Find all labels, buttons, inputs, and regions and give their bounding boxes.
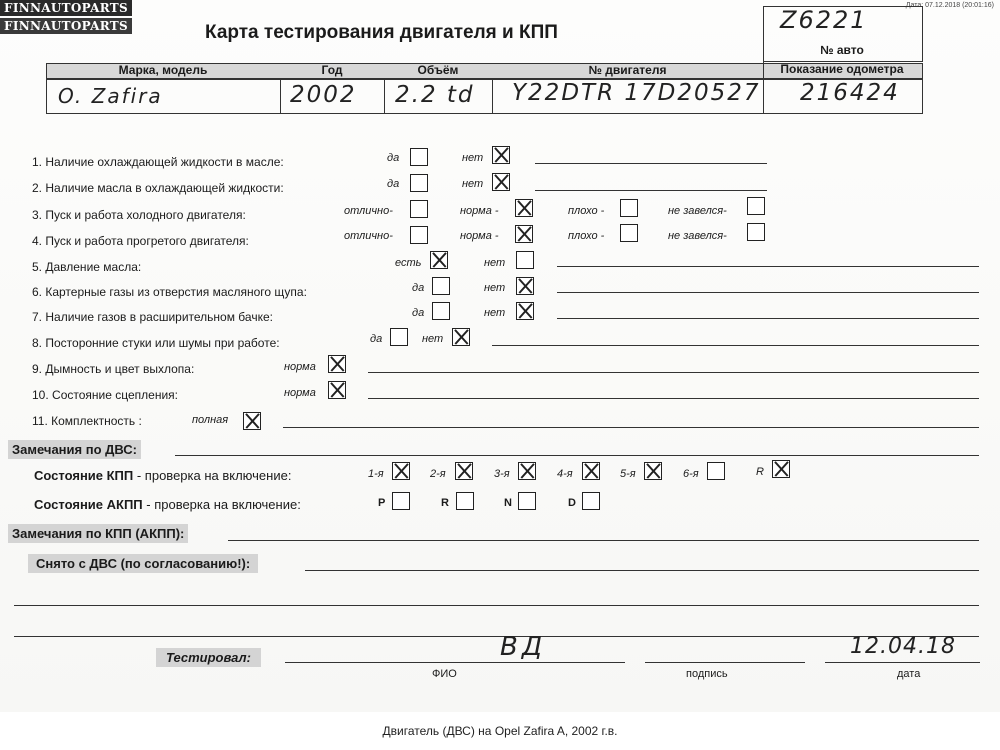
checkbox-complete-11[interactable]: [243, 412, 261, 430]
kpp-label: Состояние КПП - проверка на включение:: [34, 468, 292, 483]
item-4: 4. Пуск и работа прогретого двигателя:: [32, 234, 249, 248]
opt-no-start-3: не завелся-: [668, 205, 727, 217]
gear-3-label: 3-я: [494, 468, 510, 480]
date-caption: дата: [897, 668, 921, 680]
checkbox-mode-d[interactable]: [582, 492, 600, 510]
fio-caption: ФИО: [432, 668, 457, 680]
checkbox-normal-10[interactable]: [328, 381, 346, 399]
watermark-top: FINNAUTOPARTS: [0, 0, 132, 16]
mode-n-label: N: [504, 497, 512, 509]
opt-net-2: нет: [462, 178, 484, 190]
header-odometer: Показание одометра: [780, 62, 904, 76]
image-caption: Двигатель (ДВС) на Opel Zafira A, 2002 г.в.: [382, 724, 618, 738]
card-title: Карта тестирования двигателя и КПП: [205, 22, 558, 43]
checkbox-yes-8[interactable]: [390, 328, 408, 346]
checkbox-gear-4[interactable]: [582, 462, 600, 480]
value-year: 2002: [290, 82, 357, 108]
checkbox-gear-3[interactable]: [518, 462, 536, 480]
mode-d-label: D: [568, 497, 576, 509]
value-make-model: O. Zafira: [58, 84, 163, 108]
item-5: 5. Давление масла:: [32, 260, 142, 274]
checkbox-bad-4[interactable]: [620, 224, 638, 242]
gear-1-label: 1-я: [368, 468, 384, 480]
checkbox-yes-6[interactable]: [432, 277, 450, 295]
signature-date: 12.04.18: [850, 634, 956, 659]
car-number-label: № авто: [820, 43, 864, 57]
item-6: 6. Картерные газы из отверстия масляного щупа:: [32, 285, 307, 299]
checkbox-gear-5[interactable]: [644, 462, 662, 480]
header-make-model: Марка, модель: [118, 63, 208, 77]
opt-da-6: да: [412, 282, 425, 294]
gear-4-label: 4-я: [557, 468, 573, 480]
item-3: 3. Пуск и работа холодного двигателя:: [32, 208, 246, 222]
checkbox-mode-r[interactable]: [456, 492, 474, 510]
checkbox-no-8[interactable]: [452, 328, 470, 346]
gear-5-label: 5-я: [620, 468, 636, 480]
scan-date-stamp: Дата: 07.12.2018 (20:01:16): [905, 2, 994, 9]
checkbox-no-start-4[interactable]: [747, 223, 765, 241]
opt-bad-3: плохо -: [568, 205, 605, 217]
opt-bad-4: плохо -: [568, 230, 605, 242]
value-volume: 2.2 td: [395, 82, 475, 108]
header-year: Год: [321, 63, 343, 77]
checkbox-gear-2[interactable]: [455, 462, 473, 480]
table-value-row: [46, 78, 923, 114]
checkbox-no-6[interactable]: [516, 277, 534, 295]
opt-da-8: да: [370, 333, 383, 345]
checkbox-yes-2[interactable]: [410, 174, 428, 192]
checkbox-no-start-3[interactable]: [747, 197, 765, 215]
checkbox-no-5[interactable]: [516, 251, 534, 269]
checkbox-normal-3[interactable]: [515, 199, 533, 217]
checkbox-gear-r[interactable]: [772, 460, 790, 478]
checkbox-mode-p[interactable]: [392, 492, 410, 510]
tested-by-label: Тестировал:: [156, 648, 261, 667]
header-engine-no: № двигателя: [588, 63, 667, 77]
mode-r-label: R: [441, 497, 449, 509]
section-kpp-remarks: Замечания по КПП (АКПП):: [8, 524, 188, 543]
value-engine-no: Y22DTR 17D20527: [512, 80, 761, 106]
gear-r-label: R: [756, 466, 764, 478]
checkbox-gear-6[interactable]: [707, 462, 725, 480]
watermark-bottom: FINNAUTOPARTS: [0, 18, 132, 34]
opt-excellent-4: отлично-: [344, 230, 393, 242]
opt-normal-9: норма: [284, 361, 316, 373]
value-odometer: 216424: [800, 80, 900, 106]
checkbox-normal-4[interactable]: [515, 225, 533, 243]
checkbox-no-2[interactable]: [492, 173, 510, 191]
opt-yes-5: есть: [395, 257, 422, 269]
item-10: 10. Состояние сцепления:: [32, 388, 178, 402]
opt-da-1: да: [387, 152, 400, 164]
opt-no-start-4: не завелся-: [668, 230, 727, 242]
mode-p-label: P: [378, 497, 386, 509]
header-volume: Объём: [417, 63, 459, 77]
opt-da-2: да: [387, 178, 400, 190]
checkbox-no-7[interactable]: [516, 302, 534, 320]
opt-net-8: нет: [422, 333, 444, 345]
checkbox-bad-3[interactable]: [620, 199, 638, 217]
checkbox-normal-9[interactable]: [328, 355, 346, 373]
opt-no-5: нет: [484, 257, 506, 269]
section-removed: Снято с ДВС (по согласованию!):: [28, 554, 258, 573]
checkbox-yes-1[interactable]: [410, 148, 428, 166]
akpp-label: Состояние АКПП - проверка на включение:: [34, 497, 301, 512]
opt-complete-11: полная: [192, 414, 229, 426]
checkbox-excellent-4[interactable]: [410, 226, 428, 244]
item-9: 9. Дымность и цвет выхлопа:: [32, 362, 195, 376]
opt-normal-10: норма: [284, 387, 316, 399]
gear-6-label: 6-я: [683, 468, 699, 480]
checkbox-excellent-3[interactable]: [410, 200, 428, 218]
checkbox-yes-7[interactable]: [432, 302, 450, 320]
gear-2-label: 2-я: [430, 468, 446, 480]
checkbox-no-1[interactable]: [492, 146, 510, 164]
opt-net-1: нет: [462, 152, 484, 164]
item-2: 2. Наличие масла в охлаждающей жидкости:: [32, 181, 284, 195]
opt-normal-3: норма -: [460, 205, 499, 217]
car-code: Z6221: [780, 6, 868, 34]
section-dvs-remarks: Замечания по ДВС:: [8, 440, 141, 459]
checkbox-mode-n[interactable]: [518, 492, 536, 510]
item-1: 1. Наличие охлаждающей жидкости в масле:: [32, 155, 284, 169]
checkbox-yes-5[interactable]: [430, 251, 448, 269]
checkbox-gear-1[interactable]: [392, 462, 410, 480]
opt-excellent-3: отлично-: [344, 205, 393, 217]
item-7: 7. Наличие газов в расширительном бачке:: [32, 310, 273, 324]
item-8: 8. Посторонние стуки или шумы при работе:: [32, 336, 280, 350]
opt-net-6: нет: [484, 282, 506, 294]
item-11: 11. Комплектность :: [32, 414, 142, 428]
opt-normal-4: норма -: [460, 230, 499, 242]
signature-initials: ВД: [500, 632, 547, 662]
opt-net-7: нет: [484, 307, 506, 319]
signature-caption: подпись: [686, 668, 728, 680]
opt-da-7: да: [412, 307, 425, 319]
